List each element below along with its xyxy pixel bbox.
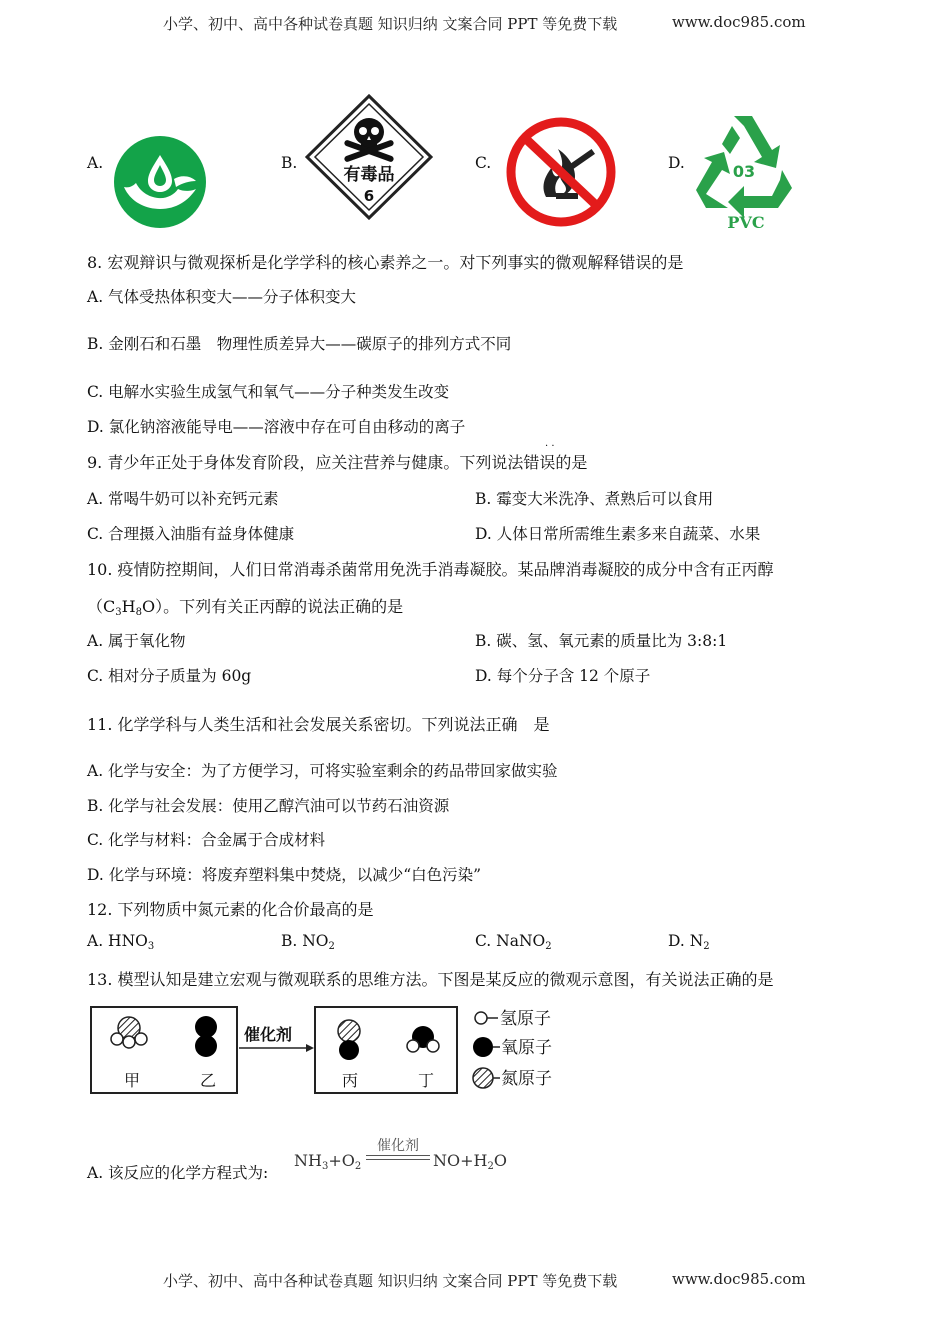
q7-option-a-label: A. [87, 154, 104, 172]
q12-stem: 12. 下列物质中氮元素的化合价最高的是 [87, 900, 374, 919]
q10-stem-line1: 10. 疫情防控期间，人们日常消毒杀菌常用免洗手消毒凝胶。某品牌消毒凝胶的成分中含有正丙醇 [87, 560, 774, 579]
poison-sign-icon [305, 94, 433, 220]
q10-option-d: D. 每个分子含 12 个原子 [475, 667, 651, 685]
q7-option-c-label: C. [475, 154, 492, 172]
legend-oxygen: 氧原子 [501, 1038, 552, 1058]
legend-hydrogen: 氢原子 [500, 1009, 551, 1029]
q10-option-c: C. 相对分子质量为 60g [87, 667, 252, 685]
equation-catalyst: 催化剂 [377, 1138, 419, 1154]
poison-label: 有毒品 [343, 165, 395, 185]
equation-products: $NO+H_2O$ [433, 1151, 507, 1172]
footer-text: 小学、初中、高中各种试卷真题 知识归纳 文案合同 PPT 等免费下载 [163, 1272, 618, 1290]
q12-option-b: B. $NO_2$ [281, 932, 335, 952]
q10-option-a: A. 属于氧化物 [87, 632, 186, 650]
label-ding: 丁 [417, 1071, 435, 1090]
poison-class: 6 [363, 187, 375, 205]
equation-reactants: $NH_3+O_2$ [294, 1151, 362, 1172]
q10-option-b: B. 碳、氢、氧元素的质量比为 3:8:1 [475, 632, 728, 650]
oxygen-legend-icon [473, 1037, 493, 1057]
q8-option-b: B. 金刚石和石墨 物理性质差异大——碳原子的排列方式不同 [87, 335, 512, 353]
q13-stem: 13. 模型认知是建立宏观与微观联系的思维方法。下图是某反应的微观示意图，有关说法正确的是 [87, 970, 774, 989]
reaction-diagram [88, 1002, 578, 1098]
q11-option-d: D. 化学与环境：将废弃塑料集中焚烧，以减少“白色污染” [87, 866, 482, 884]
water-saving-icon [112, 135, 208, 229]
label-jia: 甲 [123, 1071, 141, 1090]
no-fire-icon [506, 117, 616, 227]
q9-option-d: D. 人体日常所需维生素多来自蔬菜、水果 [475, 525, 761, 543]
hydrogen-legend-icon [475, 1012, 487, 1024]
q9-stem: 9. 青少年正处于身体发育阶段，应关注营养与健康。下列说法错误的是 [87, 453, 588, 472]
q9-option-c: C. 合理摄入油脂有益身体健康 [87, 525, 295, 543]
header-text: 小学、初中、高中各种试卷真题 知识归纳 文案合同 PPT 等免费下载 [163, 15, 618, 33]
q7-option-b-label: B. [281, 154, 298, 172]
catalyst-label: 催化剂 [243, 1025, 293, 1044]
equation-line-top [366, 1155, 430, 1156]
arrow-head-icon [306, 1044, 314, 1052]
q11-option-a: A. 化学与安全：为了方便学习，可将实验室剩余的药品带回家做实验 [87, 762, 558, 780]
emphasis-dots: · · [545, 441, 555, 452]
legend-nitrogen: 氮原子 [501, 1069, 552, 1089]
q12-option-c: C. NaNO$_2$ [475, 932, 552, 952]
nitrogen-legend-icon [473, 1068, 493, 1088]
label-yi: 乙 [199, 1071, 217, 1090]
q9-option-a: A. 常喝牛奶可以补充钙元素 [87, 490, 279, 508]
q7-option-d-label: D. [668, 154, 685, 172]
q9-option-b: B. 霉变大米洗净、煮熟后可以食用 [475, 490, 714, 508]
equation-line-bottom [366, 1159, 430, 1160]
label-bing: 丙 [341, 1071, 359, 1090]
q12-option-a: A. $HNO_3$ [87, 932, 155, 952]
q8-option-a: A. 气体受热体积变大——分子体积变大 [87, 288, 357, 306]
q11-option-c: C. 化学与材料：合金属于合成材料 [87, 831, 326, 849]
q11-stem: 11. 化学学科与人类生活和社会发展关系密切。下列说法正确 是 [87, 715, 550, 734]
footer-url[interactable]: www.doc985.com [672, 1270, 806, 1288]
recycle-code: 03 [732, 162, 756, 181]
q8-option-c: C. 电解水实验生成氢气和氧气——分子种类发生改变 [87, 383, 450, 401]
q10-stem-line2: $(C_3H_8O)$。下列有关正丙醇的说法正确的是 [87, 597, 404, 618]
q8-option-d: D. 氯化钠溶液能导电——溶液中存在可自由移动的离子 [87, 418, 466, 436]
q11-option-b: B. 化学与社会发展：使用乙醇汽油可以节药石油资源 [87, 797, 450, 815]
q13-option-a-prefix: A. 该反应的化学方程式为: [87, 1164, 269, 1182]
q8-stem: 8. 宏观辩识与微观探析是化学学科的核心素养之一。对下列事实的微观解释错误的是 [87, 253, 684, 272]
q12-option-d: D. $N_2$ [668, 932, 710, 952]
recycle-material: PVC [727, 213, 765, 232]
recycle-pvc-icon [692, 110, 798, 232]
header-url[interactable]: www.doc985.com [672, 13, 806, 31]
